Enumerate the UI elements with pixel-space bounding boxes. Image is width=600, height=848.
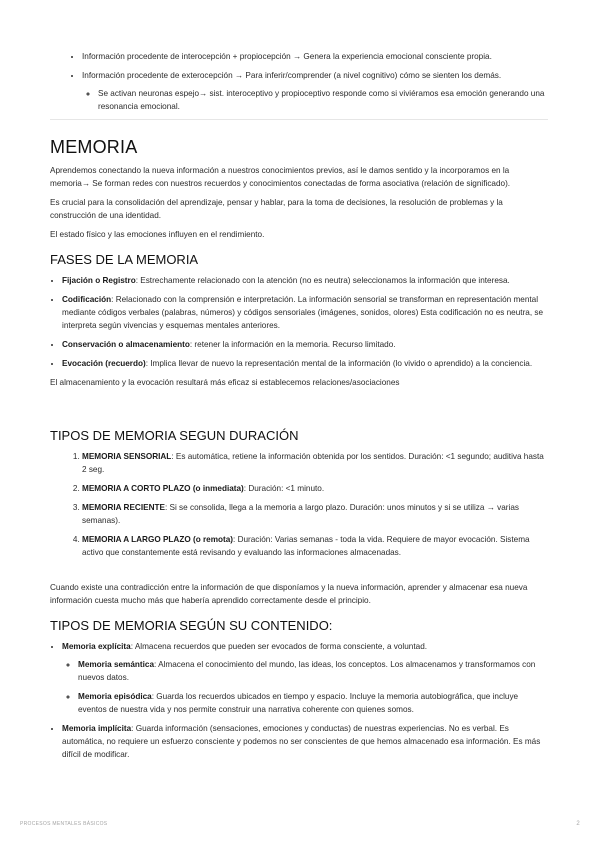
footer-title: PROCESOS MENTALES BÁSICOS xyxy=(20,821,108,827)
list-item xyxy=(62,293,548,332)
term: Memoria implícita xyxy=(62,724,132,733)
section-divider xyxy=(50,119,548,120)
term: Codificación xyxy=(62,295,112,304)
term: Memoria semántica xyxy=(78,660,154,669)
contenido-list xyxy=(50,640,548,761)
list-item xyxy=(62,338,548,351)
term: Fijación o Registro xyxy=(62,276,136,285)
top-bullet-list xyxy=(50,50,548,113)
definition: : Si se consolida, llega a la memoria a largo plazo. Duración: unos minutos y si se utiliza → varias semanas). xyxy=(82,503,519,525)
list-item-text: Información procedente de exterocepción → Para inferir/comprender (a nivel cognitivo) cómo se sienten los demás. xyxy=(82,71,502,80)
definition: : Implica llevar de nuevo la representación mental de la información (lo vivido o aprendido) a la conciencia. xyxy=(145,359,533,368)
definition: : Almacena el conocimiento del mundo, las ideas, los conceptos. Los almacenamos y transformamos con nuevos datos. xyxy=(78,660,536,682)
term: MEMORIA A CORTO PLAZO (o inmediata) xyxy=(82,484,244,493)
definition: : Guarda los recuerdos ubicados en tiempo y espacio. Incluye la memoria autobiográfica, que incluye eventos de nuestra vida y nos permite construir una narrativa coherente con quienes somos. xyxy=(78,692,519,714)
duracion-note: Cuando existe una contradicción entre la información de que disponíamos y la nueva información, aprender y almacenar esa nueva información cuesta mucho más que habería aprendido correctamente desde el principio. xyxy=(50,583,528,605)
definition: : Estrechamente relacionado con la atención (no es neutra) seleccionamos la información que interesa. xyxy=(135,276,510,285)
page-footer xyxy=(20,821,580,827)
page-content xyxy=(50,50,548,767)
term: Memoria explícita xyxy=(62,642,131,651)
list-item xyxy=(62,722,548,761)
fases-list xyxy=(50,274,548,370)
duracion-heading: TIPOS DE MEMORIA SEGUN DURACIÓN xyxy=(50,428,299,443)
list-item xyxy=(62,640,548,716)
definition: : Duración: Varias semanas - toda la vida. Requiere de mayor evocación. Sistema activo que constantemente está revisando y evaluando las informaciones almacenadas. xyxy=(82,535,530,557)
duracion-list xyxy=(50,450,548,559)
definition: : Es automática, retiene la información obtenida por los sentidos. Duración: <1 segundo; auditiva hasta 2 seg. xyxy=(82,452,544,474)
list-item xyxy=(82,533,548,559)
definition: : retener la información en la memoria. Recurso limitado. xyxy=(189,340,396,349)
term: MEMORIA RECIENTE xyxy=(82,503,165,512)
spacer xyxy=(50,565,548,581)
term: MEMORIA A LARGO PLAZO (o remota) xyxy=(82,535,234,544)
fases-heading: FASES DE LA MEMORIA xyxy=(50,252,199,267)
term: Memoria episódica xyxy=(78,692,152,701)
list-item xyxy=(62,357,548,370)
memoria-paragraph: El estado físico y las emociones influyen en el rendimiento. xyxy=(50,230,265,239)
list-item xyxy=(82,501,548,527)
list-item xyxy=(82,69,548,113)
definition: : Relacionado con la comprensión e interpretación. La información sensorial se transforman en representación mental mediante códigos verbales (palabras, números) y códigos sensoriales (imágenes, sonidos, olores) Esta codificación no es neutra, se interpreta según vivencias y esquemas mentales anteriores. xyxy=(62,295,544,330)
term: Evocación (recuerdo) xyxy=(62,359,146,368)
sub-list-item: ◦ Se activan neuronas espejo→ sist. interoceptivo y propioceptivo responde como si viviéramos esa emoción generando una resonancia emocional. xyxy=(98,87,548,113)
definition: : Guarda información (sensaciones, emociones y conductas) de nuestras experiencias. No es verbal. Es automática, no requiere un esfuerzo consciente y podemos no ser conscientes de que hemos almacenado esa información. Es más difícil de modificar. xyxy=(62,724,541,759)
sub-list-item xyxy=(78,690,548,716)
list-item xyxy=(82,450,548,476)
sub-bullet-list xyxy=(82,87,548,113)
memoria-paragraph: Es crucial para la consolidación del aprendizaje, pensar y hablar, para la toma de decisiones, la resolución de problemas y la construcción de una identidad. xyxy=(50,198,503,220)
list-item xyxy=(82,482,548,495)
definition: : Almacena recuerdos que pueden ser evocados de forma consciente, a voluntad. xyxy=(130,642,428,651)
contenido-heading: TIPOS DE MEMORIA SEGÚN SU CONTENIDO: xyxy=(50,618,333,633)
term: MEMORIA SENSORIAL xyxy=(82,452,172,461)
definition: : Duración: <1 minuto. xyxy=(243,484,325,493)
sub-list-item xyxy=(78,658,548,684)
list-item xyxy=(62,274,548,287)
term: Conservación o almacenamiento xyxy=(62,340,190,349)
list-item: • Información procedente de interocepción + propiocepción → Genera la experiencia emocional consciente propia. xyxy=(82,50,548,63)
memoria-heading: MEMORIA xyxy=(50,137,138,157)
page-number: 2 xyxy=(576,821,580,827)
memoria-paragraph: Aprendemos conectando la nueva información a nuestros conocimientos previos, así le damos sentido y la incorporamos en la memoria→ Se forman redes con nuestros recuerdos y conocimientos conectadas de forma asociativa (relación de significado). xyxy=(50,166,511,188)
sub-bullet-list xyxy=(62,658,548,716)
spacer xyxy=(50,395,548,417)
fases-note: El almacenamiento y la evocación resultará más eficaz si establecemos relaciones/asociaciones xyxy=(50,378,400,387)
